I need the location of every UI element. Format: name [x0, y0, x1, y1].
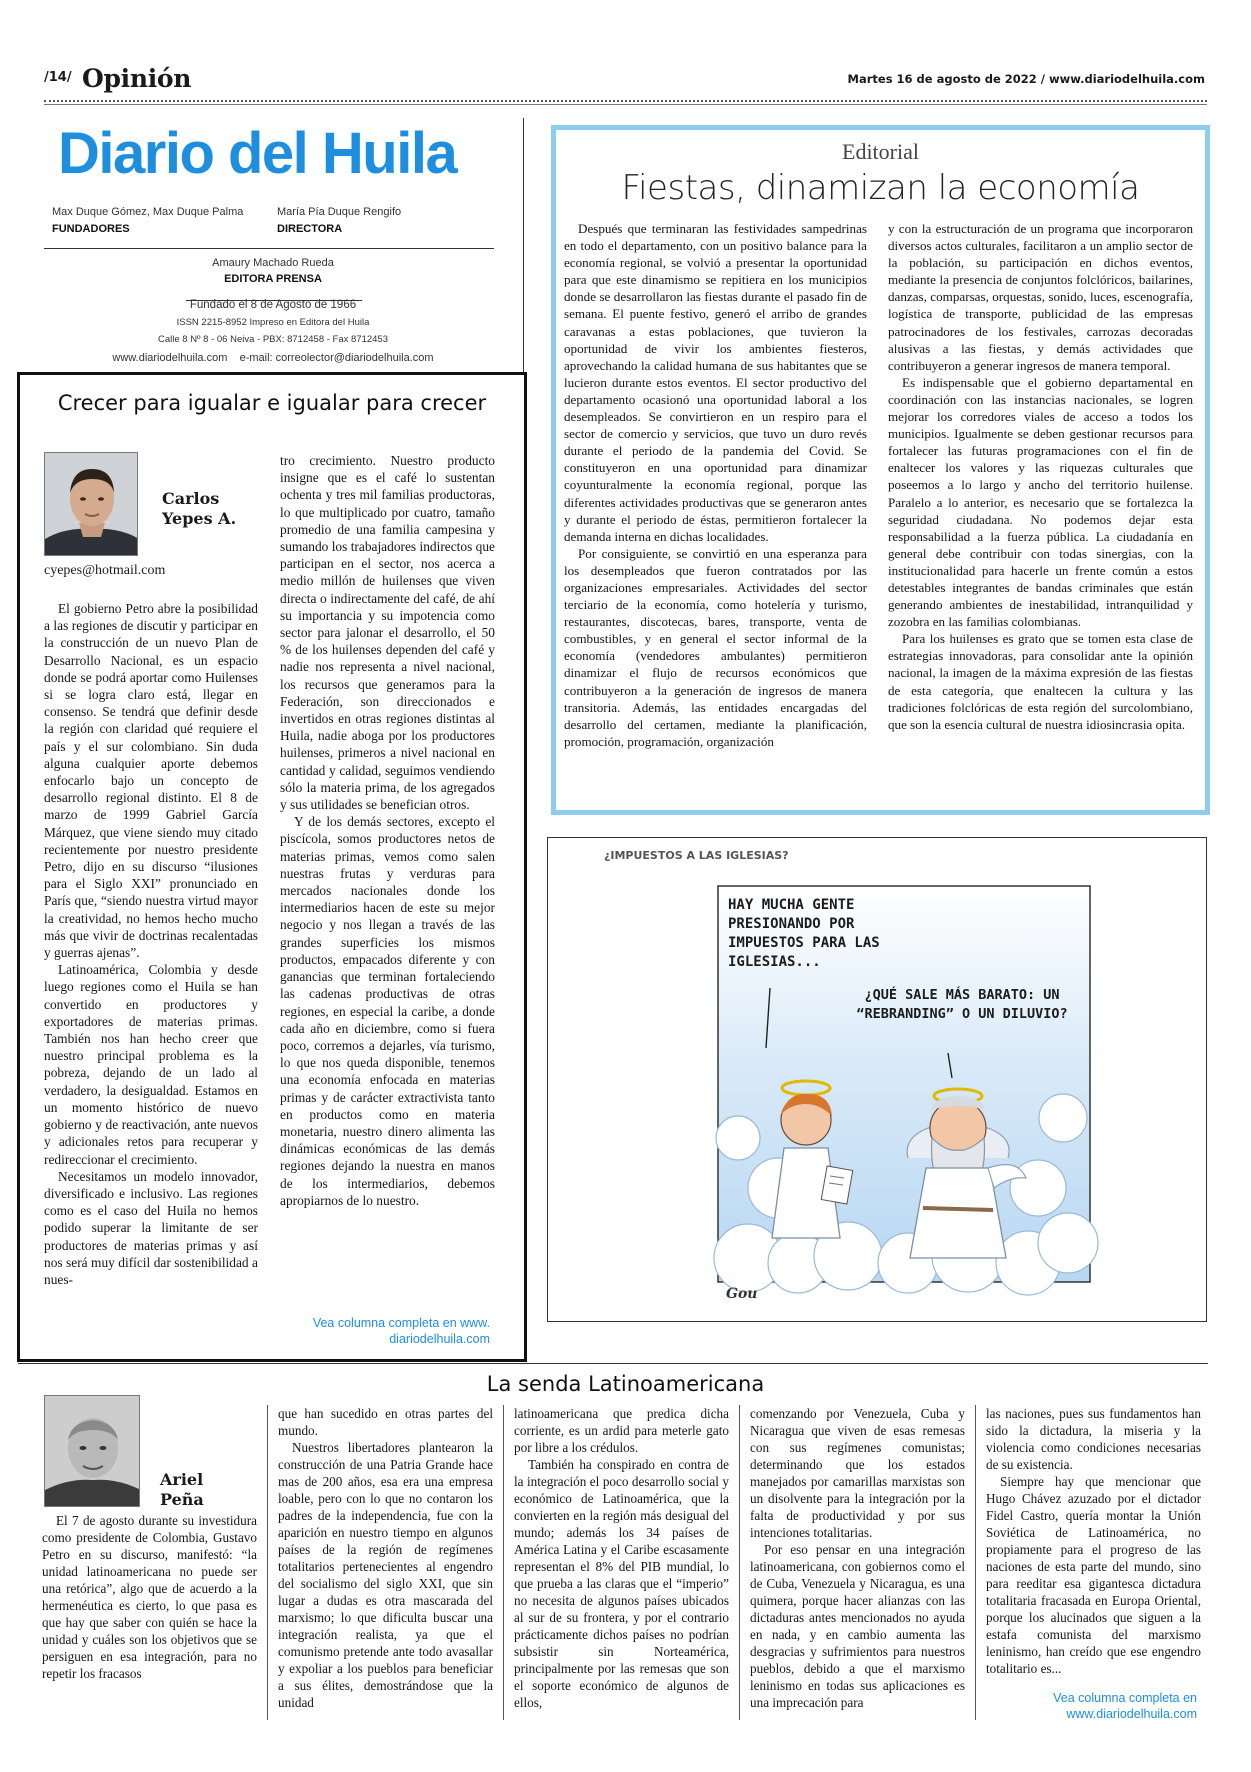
cartoon-bubble-1: HAY MUCHA GENTE PRESIONANDO POR IMPUESTOS PARA LAS IGLESIAS... — [728, 897, 880, 970]
author-first-name-yepes: Carlos — [162, 489, 220, 508]
header-rule — [44, 100, 1207, 102]
masthead-rule — [44, 248, 494, 249]
author-last-name-pena: Peña — [160, 1490, 204, 1509]
editorial-column-2 — [888, 220, 1193, 733]
paragraph: Por eso pensar en una integración latinoamericana, con gobiernos como el de Cuba, Venezuela y Nicaragua, es una quimera, porque hacer alianzas con las dictaduras antes mencionados no ayuda en nada, y en cambio aumenta las desgracias y sufrimientos para nuestros pueblos, debido a que el marxismo leninismo en todas sus aplicaciones es una imprecación para — [750, 1542, 965, 1710]
paragraph: El gobierno Petro abre la posibilidad a las regiones de discutir y participar en la construcción de un nuevo Plan de Desarrollo Nacional, es un espacio donde se podrá aportar como Huilenses si se logra claro está, llegar en consenso. Se tendrá que definir desde la región con claridad qué requiere el país y el sur colombiano. Sin duda alguna cualquier aporte debemos enfocarlo bajo un concepto de desarrollo regional distinto. El 8 de marzo de 1999 Gabriel García Márquez, que viene siendo muy citado recientemente por nuestro presidente Petro, dijo en su discurso “ilusiones para el Siglo XXI” pronunciado en París que, “siendo nuestra virtud mayor la creatividad, no hemos hecho mucho más que vivir de doctrinas recalentadas y guerras ajenas”. — [44, 601, 258, 961]
opinion-column-title: Crecer para igualar e igualar para crecer — [57, 391, 487, 415]
dateline: Martes 16 de agosto de 2022 / www.diariodelhuila.com — [847, 72, 1205, 86]
paragraph: que han sucedido en otras partes del mundo. — [278, 1406, 493, 1438]
issn-line: ISSN 2215-8952 Impreso en Editora del Huila — [176, 317, 370, 328]
bottom-divider-2 — [503, 1405, 504, 1720]
web-email-line: www.diariodelhuila.com e-mail: correolector@diariodelhuila.com — [112, 352, 434, 364]
founders-label: FUNDADORES — [52, 223, 130, 235]
bottom-column-title: La senda Latinoamericana — [486, 1372, 765, 1396]
newspaper-logo: Diario del Huila — [58, 121, 457, 186]
bottom-column-text-5 — [986, 1405, 1201, 1677]
bottom-column-more-link[interactable]: Vea columna completa en www.diariodelhuila.com — [1053, 1691, 1197, 1721]
paragraph: Después que terminaran las festividades sampedrinas en todo el departamento, con un positivo balance para la economía regional, se volvió a presentar la oportunidad para que este dinamismo se repitiera en los municipios donde se desarrollaron las fiestas durante el pasado fin de semana. El puente festivo, generó el arribo de grandes caravanas a estas poblaciones, que tuvieron la oportunidad de vivir los ambientes fiesteros, aprovechando la calidad humana de sus habitantes que se lucieron durante estos eventos. El sector productivo del departamento ocasionó una oportunidad laboral a los desempleados. Se convirtieron en un respiro para el sector de comercio y servicios, que tuvo un duro revés durante el periodo de la pandemia del Covid. Se constituyeron en una oportunidad para dinamizar coyunturalmente la economía regional, porque las diferentes actividades productivas que se generaron antes y durante el periodo de éstas, permitieron fortalecer la demanda interna en dichas localidades. — [564, 221, 867, 544]
bottom-column-text-2 — [278, 1405, 493, 1711]
cartoon-signature: Gou — [726, 1286, 758, 1302]
opinion-column-left-text — [44, 600, 258, 1288]
section-title: Opinión — [82, 64, 192, 93]
paragraph: comenzando por Venezuela, Cuba y Nicaragua que viven de esas remesas con sus regímenes comunistas; determinando que los estados manejados por camarillas marxistas son un disolvente para la integración por la falta de productividad y por sus intenciones totalitarias. — [750, 1406, 965, 1540]
paragraph: tro crecimiento. Nuestro producto insigne que es el café lo sustentan ochenta y tres mil familias productoras, lo que multiplicado por cuatro, tamaño promedio de una familia campesina y sumando los trabajadores indirectos que participan en el sector, nos acerca a medio millón de huilenses que viven directa o indirectamente del café, de ahí su importancia y su impotencia como sector para jalonar el desarrollo, el 50 % de los huilenses dependen del café y nadie nos representa a nivel nacional, los recursos que generamos para la Federación, son direccionados e invertidos en otras regiones distintas al Huila, nadie aboga por los productores huilenses, primeros a nivel nacional en cantidad y calidad, seguimos vendiendo sólo la materia prima, de los agregados y sus utilidades se benefician otros. — [280, 453, 495, 813]
author-last-name-yepes: Yepes A. — [162, 509, 237, 528]
author-email: cyepes@hotmail.com — [44, 563, 166, 578]
editorial-title: Fiestas, dinamizan la economía — [621, 168, 1140, 208]
author-photo-pena-illustration — [45, 1396, 140, 1507]
paragraph: El 7 de agosto durante su investidura como presidente de Colombia, Gustavo Petro en su discurso, manifestó: “la unidad latinoamericana no puede ser una retórica”, algo que de acuerdo a la hermenéutica es cierto, lo que pasa es que hay que saber con quién se hace la unidad y cuáles son los objetivos que se persiguen en esa integración, para no repetir los fracasos — [42, 1513, 257, 1681]
author-photo-pena — [44, 1395, 140, 1507]
cartoon-bubble-2: ¿QUÉ SALE MÁS BARATO: UN “REBRANDING” O UN DILUVIO? — [856, 987, 1068, 1022]
paragraph: latinoamericana que predica dicha corriente, es un ardid para meterle gato por libre a los crédulos. — [514, 1406, 729, 1455]
bottom-column-text-4 — [750, 1405, 965, 1711]
paragraph: Por consiguiente, se convirtió en una esperanza para los desempleados que fueron contratados por las organizaciones empresariales. Actividades del sector terciario de la economía, como hotelería y turismo, restaurantes, discotecas, bares, transporte, venta de combustibles, y en general el sector informal de la economía (vendedores ambulantes) permitieron dinamizar el flujo de recursos económicos que contribuyeron a la generación de ingresos de manera transitoria. Además, las entidades encargadas del desarrollo del certamen, mediante la planificación, promoción, programación, organización — [564, 545, 867, 749]
author-first-name-pena: Ariel — [160, 1470, 204, 1489]
founders-names: Max Duque Gómez, Max Duque Palma — [52, 206, 244, 218]
bottom-divider-4 — [975, 1405, 976, 1720]
opinion-column-more-link[interactable]: Vea columna completa en www. diariodelhuila.com — [312, 1316, 490, 1346]
paragraph: y con la estructuración de un programa que incorporaron diversos actos culturales, facilitaron a un amplio sector de la población, su participación en dichos eventos, mediante la presencia de conjuntos folclóricos, bailarines, danzas, comparsas, orquestas, sonido, luces, escenografía, logística de transporte, publicidad de las empresas patrocinadores de los festivales, carrozas decoradas alusivas a las fiestas, y demás actividades que contribuyeron a generar ingresos de manera temporal. — [888, 221, 1193, 373]
cartoon-heading: ¿IMPUESTOS A LAS IGLESIAS? — [604, 849, 789, 862]
bottom-divider-3 — [739, 1405, 740, 1720]
paragraph: Latinoamérica, Colombia y desde luego regiones como el Huila se han convertido en productores y exportadores de materias primas. También nos han hecho creer que nuestro principal problema es la pobreza, dejando de un lado al verdadero, la desigualdad. Estamos en un momento histórico de nuevo gobierno y de reactivación, ante nuevos y adicionales retos para recuperar y redireccionar el crecimiento. — [44, 962, 258, 1167]
bottom-divider-1 — [267, 1405, 268, 1720]
director-label: DIRECTORA — [277, 223, 343, 235]
paragraph: Y de los demás sectores, excepto el piscícola, somos productores netos de materias primas, vemos como salen nuestras frutas y verduras para mercados nacionales donde los intermediarios hacen de este su mejor negocio y nos llegan a través de las grandes superficies los mismos productos, empacados diferente y con ganancias que terminan fortaleciendo las cadenas productivas de otras regiones, en especial la caribe, a donde cada año en diciembre, como si fuera poco, corremos a dejarles, vía turismo, lo que nos queda disponible, tenemos una economía enfocada en materias primas y de carácter extractivista tanto en productos como en materia monetaria, nuestro dinero alimenta las dinámicas económicas de las demás regiones dejando la nuestra en manos de los intermediarios, debemos apropiarnos de lo nuestro. — [280, 814, 495, 1208]
editorial-label: Editorial — [842, 139, 919, 164]
opinion-column-right-text — [280, 452, 495, 1209]
bottom-column-text-3 — [514, 1405, 729, 1711]
paragraph: Necesitamos un modelo innovador, diversificado e inclusivo. Las regiones como es el caso del Huila no hemos podido superar la limitante de ser productores de materias primas y así nos será muy difícil dar sostenibilidad a nues- — [44, 1168, 258, 1287]
paragraph: las naciones, pues sus fundamentos han sido la dictadura, la miseria y la violencia como condiciones necesarias de su existencia. — [986, 1406, 1201, 1472]
director-name: María Pía Duque Rengifo — [277, 206, 402, 218]
bottom-section-rule — [18, 1363, 1208, 1364]
editorial-column-1 — [564, 220, 867, 750]
page-number: /14/ — [44, 70, 72, 85]
bottom-column-text-1 — [42, 1512, 257, 1682]
paragraph: Nuestros libertadores plantearon la construcción de una Patria Grande hace mas de 200 años, esa era una empresa loable, pero con lo que no contaron los padres de la independencia, fue con la aparición en nuestro tiempo en algunos países de la región de regímenes totalitarios pertenecientes al engendro del socialismo del siglo XXI, que sin lugar a dudas es otra mascarada del marxismo; lo que dificulta buscar una integración realista, ya que el comunismo pretende ante todo avasallar y expoliar a los pueblos para beneficiar a sus élites, demostrándose que la unidad — [278, 1440, 493, 1710]
author-photo-yepes — [44, 452, 138, 556]
header-rule-2 — [44, 104, 1207, 105]
paragraph: Para los huilenses es grato que se tomen esta clase de estrategias innovadoras, para consolidar ante la opinión nacional, la imagen de la máxima expresión de las fiestas de esta categoría, que enaltecen la cultura y las tradiciones folclóricas de esta región del surcolombiano, que son la esencia cultural de nuestra idiosincrasia opita. — [888, 631, 1193, 732]
paragraph: Es indispensable que el gobierno departamental en coordinación con las instancias nacionales, se logren mejorar los corredores viales de acceso a todos los municipios. Igualmente se deben gestionar recursos para fortalecer las futuras programaciones con el fin de enaltecer los valores y las riquezas culturales que poseemos a lo largo y ancho del territorio huilense. Paralelo a lo anterior, es necesario que se fortalezca la seguridad ciudadana. No podemos dejar esta responsabilidad a la fuerza pública. La ciudadanía en general debe contribuir con todas sinergias, con la institucionalidad para hacerle un frente común a estos detestables integrantes de bandas criminales que están generando ambientes de inestabilidad, intranquilidad y zozobra en las familias colombianas. — [888, 374, 1193, 630]
address-line: Calle 8 Nº 8 - 06 Neiva - PBX: 8712458 - Fax 8712453 — [157, 334, 389, 345]
paragraph: Siempre hay que mencionar que Hugo Chávez azuzado por el dictador Fidel Castro, quería montar la Unión Soviética de Latinoamérica, no propiamente para el progreso de las naciones de esta parte del mundo, sino para reeditar esa gigantesca dictadura totalitaria fracasada en Europa Oriental, porque los alucinados que siguen a la estafa comunista del marxismo leninismo, han creído que ese engendro totalitario es... — [986, 1474, 1201, 1676]
paragraph: También ha conspirado en contra de la integración el poco desarrollo social y económico de Latinoamérica, que la convierten en la región más desigual del mundo; además los 34 países de América Latina y el Caribe escasamente representan el 8% del PIB mundial, lo que prueba a las claras que el “imperio” no necesita de algunos países ubicados al sur de su frontera, y por el contrario prácticamente dichos países no podrían subsistir sin Norteamérica, principalmente por las remesas que son el soporte económico de algunos de ellos, — [514, 1457, 729, 1710]
founded-date: Fundado el 8 de Agosto de 1966 — [189, 299, 357, 311]
masthead-divider — [523, 118, 524, 372]
editor-label: EDITORA PRENSA — [224, 273, 322, 285]
author-photo-yepes-illustration — [45, 453, 138, 556]
editor-name: Amaury Machado Rueda — [212, 257, 334, 269]
